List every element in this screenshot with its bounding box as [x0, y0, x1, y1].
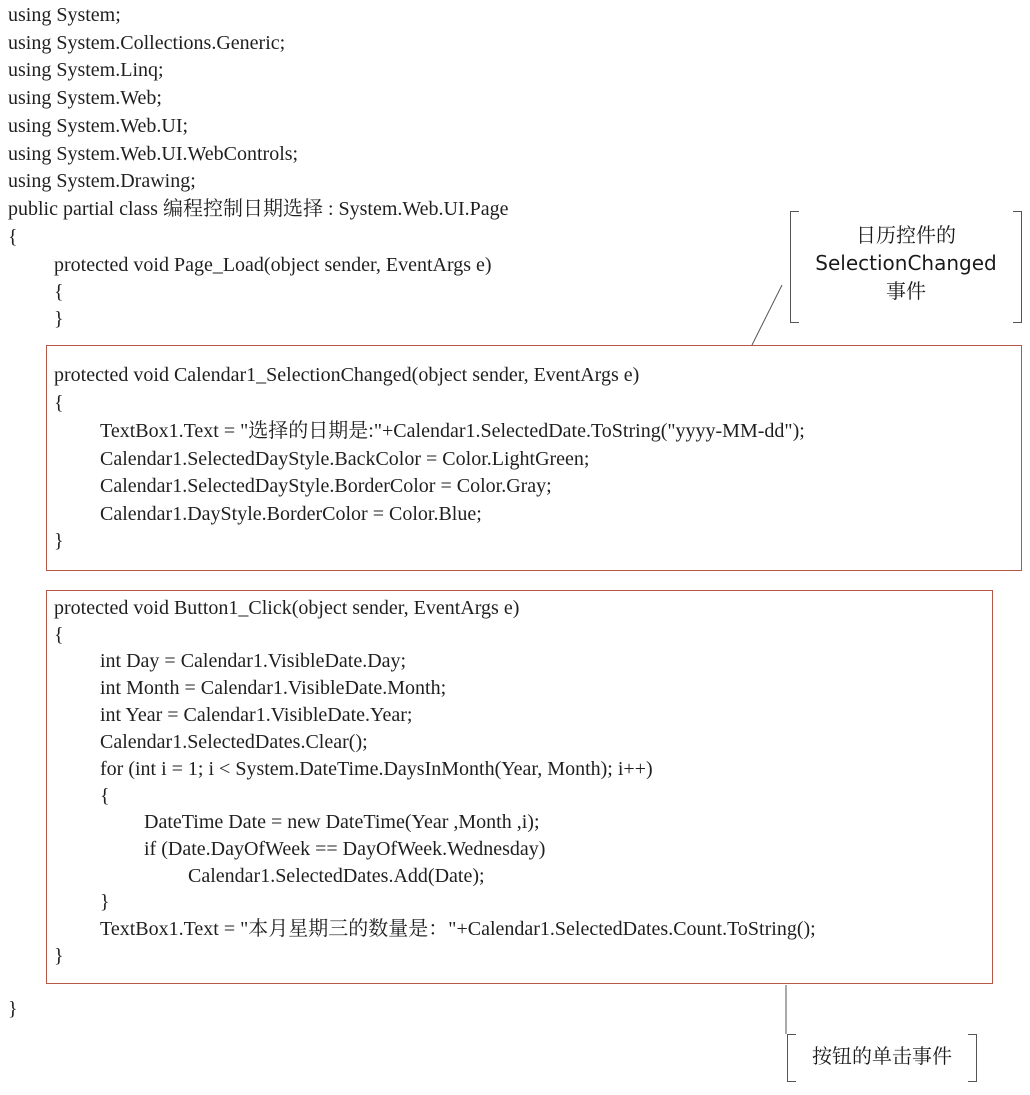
button-event-callout — [787, 1034, 977, 1082]
code-line: int Day = Calendar1.VisibleDate.Day; — [100, 650, 407, 672]
calendar-callout-leader-line — [752, 285, 782, 345]
code-line: } — [54, 530, 64, 552]
code-line: TextBox1.Text = "选择的日期是:"+Calendar1.SelectedDate.ToString("yyyy-MM-dd"); — [100, 420, 805, 442]
callout-text-line: 按钮的单击事件 — [812, 1044, 952, 1068]
selection-changed-highlight-box — [46, 345, 1022, 571]
code-line: using System.Web.UI; — [8, 115, 189, 137]
method-signature-button-click: protected void Button1_Click(object sender, EventArgs e) — [54, 597, 520, 619]
code-line: { — [54, 392, 64, 414]
code-line: Calendar1.SelectedDates.Add(Date); — [188, 865, 485, 887]
code-line: for (int i = 1; i < System.DateTime.DaysInMonth(Year, Month); i++) — [100, 758, 653, 780]
code-line: } — [54, 945, 64, 967]
code-line: } — [8, 998, 18, 1020]
code-line: Calendar1.SelectedDayStyle.BorderColor = Color.Gray; — [100, 475, 552, 497]
method-signature-selection-changed: protected void Calendar1_SelectionChanged(object sender, EventArgs e) — [54, 364, 640, 386]
code-line: using System.Drawing; — [8, 170, 196, 192]
code-line: if (Date.DayOfWeek == DayOfWeek.Wednesday) — [144, 838, 546, 860]
code-line: } — [54, 308, 64, 330]
code-line: int Month = Calendar1.VisibleDate.Month; — [100, 677, 447, 699]
callout-text-line: 事件 — [886, 279, 926, 303]
button-click-highlight-box — [46, 590, 993, 984]
calendar-event-callout — [790, 211, 1022, 323]
code-line: { — [54, 281, 64, 303]
code-line: using System.Web.UI.WebControls; — [8, 143, 299, 165]
code-line: Calendar1.SelectedDayStyle.BackColor = Color.LightGreen; — [100, 448, 590, 470]
code-line: { — [8, 226, 18, 248]
code-line: Calendar1.SelectedDates.Clear(); — [100, 731, 368, 753]
callout-text-line: 日历控件的 — [856, 223, 956, 247]
code-line: using System.Collections.Generic; — [8, 32, 286, 54]
code-line: TextBox1.Text = "本月星期三的数量是："+Calendar1.SelectedDates.Count.ToString(); — [100, 918, 816, 940]
code-line: } — [100, 891, 110, 913]
callout-text-line: SelectionChanged — [815, 251, 997, 275]
code-line: using System.Linq; — [8, 59, 164, 81]
code-line: using System.Web; — [8, 87, 162, 109]
code-line: Calendar1.DayStyle.BorderColor = Color.Blue; — [100, 503, 482, 525]
code-line: using System; — [8, 4, 121, 26]
code-line: { — [54, 624, 64, 646]
code-line: DateTime Date = new DateTime(Year ,Month ,i); — [144, 811, 540, 833]
code-line: int Year = Calendar1.VisibleDate.Year; — [100, 704, 413, 726]
method-signature-page-load: protected void Page_Load(object sender, EventArgs e) — [54, 254, 492, 276]
code-line: { — [100, 785, 110, 807]
class-declaration-line: public partial class 编程控制日期选择 : System.Web.UI.Page — [8, 198, 509, 220]
